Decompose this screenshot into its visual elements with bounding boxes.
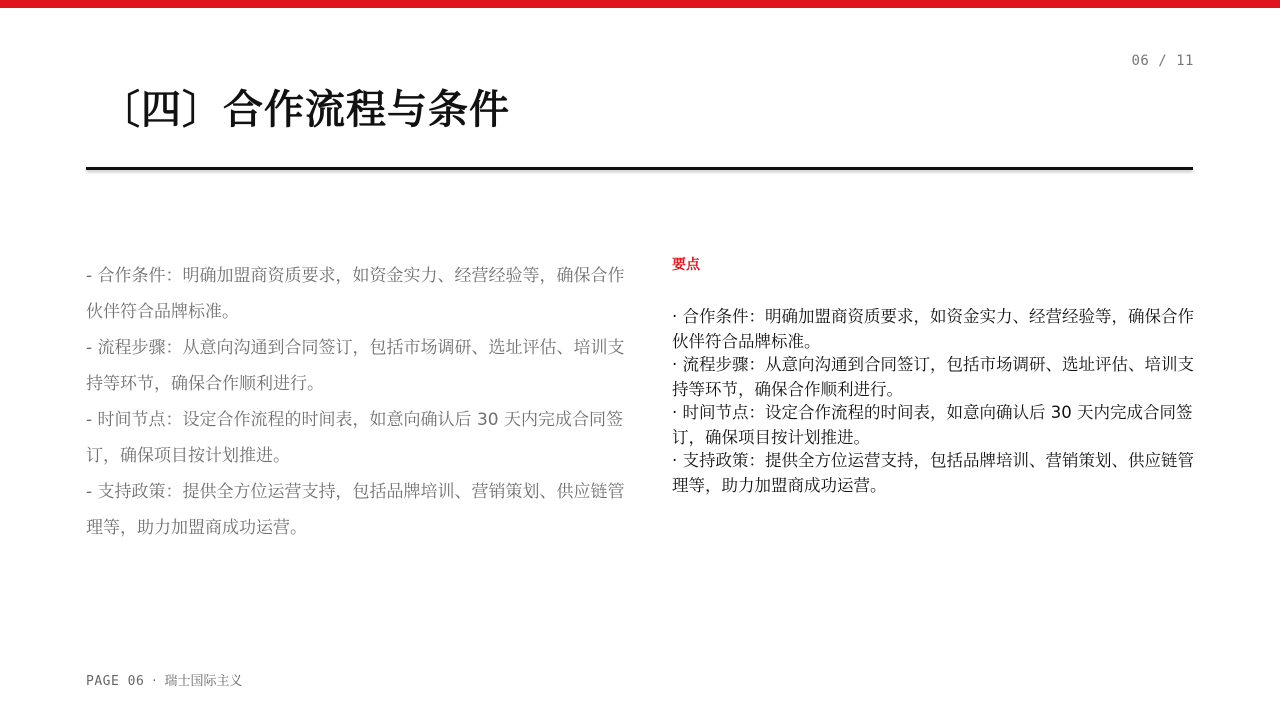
page-title: 〔四〕合作流程与条件: [100, 87, 510, 133]
footer-separator: ·: [152, 674, 157, 689]
main-item-timeline: - 时间节点：设定合作流程的时间表，如意向确认后 30 天内完成合同签订，确保项目按计划推进。: [86, 410, 623, 466]
key-point-conditions: · 合作条件：明确加盟商资质要求，如资金实力、经营经验等，确保合作伙伴符合品牌标准。: [672, 307, 1194, 351]
footer: [86, 670, 242, 689]
page-counter: 06 / 11: [1131, 53, 1194, 69]
main-item-support: - 支持政策：提供全方位运营支持，包括品牌培训、营销策划、供应链管理等，助力加盟商成功运营。: [86, 482, 625, 538]
key-points-list: [672, 304, 1200, 498]
key-points-panel: [672, 252, 1200, 496]
key-point-steps: · 流程步骤：从意向沟通到合同签订，包括市场调研、选址评估、培训支持等环节，确保合作顺利进行。: [672, 355, 1194, 399]
key-point-timeline: · 时间节点：设定合作流程的时间表，如意向确认后 30 天内完成合同签订，确保项目按计划推进。: [672, 403, 1193, 447]
main-item-conditions: - 合作条件：明确加盟商资质要求，如资金实力、经营经验等，确保合作伙伴符合品牌标准。: [86, 266, 625, 322]
key-points-heading: 要点: [672, 257, 700, 273]
footer-page-label: PAGE 06: [86, 674, 145, 689]
main-item-steps: - 流程步骤：从意向沟通到合同签订，包括市场调研、选址评估、培训支持等环节，确保合作顺利进行。: [86, 338, 625, 394]
footer-brand: 瑞士国际主义: [164, 674, 243, 689]
key-point-support: · 支持政策：提供全方位运营支持，包括品牌培训、营销策划、供应链管理等，助力加盟商成功运营。: [672, 451, 1194, 495]
title-divider: [86, 167, 1193, 170]
top-accent-bar: [0, 0, 1280, 8]
main-content-list: [86, 258, 631, 546]
